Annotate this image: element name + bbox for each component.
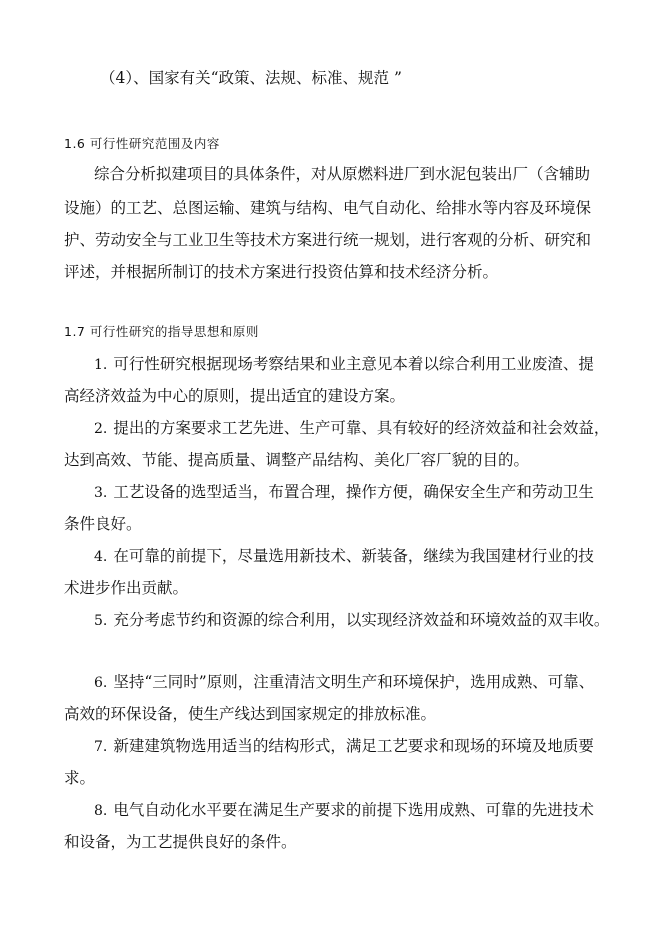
item-number: 2. (94, 421, 108, 437)
section-1-6-line: 设施）的工艺、总图运输、建筑与结构、电气自动化、给排水等内容及环境保 (64, 199, 592, 217)
list-item-2 (94, 418, 634, 439)
section-1-6-line: 评述，并根据所制订的技术方案进行投资估算和技术经济分析。 (64, 263, 499, 281)
list-item-8-cont: 和设备，为工艺提供良好的条件。 (64, 833, 297, 851)
item-text: 提出的方案要求工艺先进、生产可靠、具有较好的经济效益和社会效益， (113, 419, 610, 437)
list-item-8 (94, 800, 634, 821)
item-number: 3. (94, 485, 108, 501)
item-number: 5. (94, 613, 108, 629)
item-number: 1. (94, 357, 108, 373)
item-number: 4. (94, 549, 108, 565)
list-item-7 (94, 736, 634, 757)
item-text: 电气自动化水平要在满足生产要求的前提下选用成熟、可靠的先进技术 (113, 801, 594, 819)
list-item-1-cont: 高经济效益为中心的原则，提出适宜的建设方案。 (64, 387, 406, 405)
list-item-4 (94, 546, 634, 567)
section-1-7-heading: 1.7 可行性研究的指导思想和原则 (64, 324, 259, 339)
item-text: 充分考虑节约和资源的综合利用，以实现经济效益和环境效益的双丰收。 (113, 611, 610, 629)
item-text: 工艺设备的选型适当，布置合理，操作方便，确保安全生产和劳动卫生 (113, 483, 594, 501)
item-number: 8. (94, 803, 108, 819)
item-text: 新建建筑物选用适当的结构形式，满足工艺要求和现场的环境及地质要 (113, 737, 594, 755)
item-4-text: （4）、国家有关“政策、法规、标准、规范 ” (100, 69, 402, 87)
item-text: 在可靠的前提下，尽量选用新技术、新装备，继续为我国建材行业的技 (113, 547, 594, 565)
list-item-6-cont: 高效的环保设备，使生产线达到国家规定的排放标准。 (64, 705, 437, 723)
list-item-1 (94, 354, 634, 375)
list-item-3 (94, 482, 634, 503)
list-item-7-cont: 求。 (64, 769, 96, 787)
list-item-2-cont: 达到高效、节能、提高质量、调整产品结构、美化厂容厂貌的目的。 (64, 451, 530, 469)
item-number: 7. (94, 739, 108, 755)
list-item-5 (94, 610, 634, 631)
section-1-6-line: 综合分析拟建项目的具体条件，对从原燃料进厂到水泥包装出厂（含辅助 (94, 165, 591, 183)
list-item-3-cont: 条件良好。 (64, 515, 142, 533)
section-1-6-line: 护、劳动安全与工业卫生等技术方案进行统一规划，进行客观的分析、研究和 (64, 231, 592, 249)
item-text: 可行性研究根据现场考察结果和业主意见本着以综合利用工业废渣、提 (113, 355, 594, 373)
list-item-4-cont: 术进步作出贡献。 (64, 579, 189, 597)
section-1-6-heading: 1.6 可行性研究范围及内容 (64, 136, 220, 151)
item-number: 6. (94, 675, 108, 691)
list-item-6 (94, 672, 634, 693)
item-text: 坚持“三同时”原则，注重清洁文明生产和环境保护，选用成熟、可靠、 (113, 673, 595, 691)
